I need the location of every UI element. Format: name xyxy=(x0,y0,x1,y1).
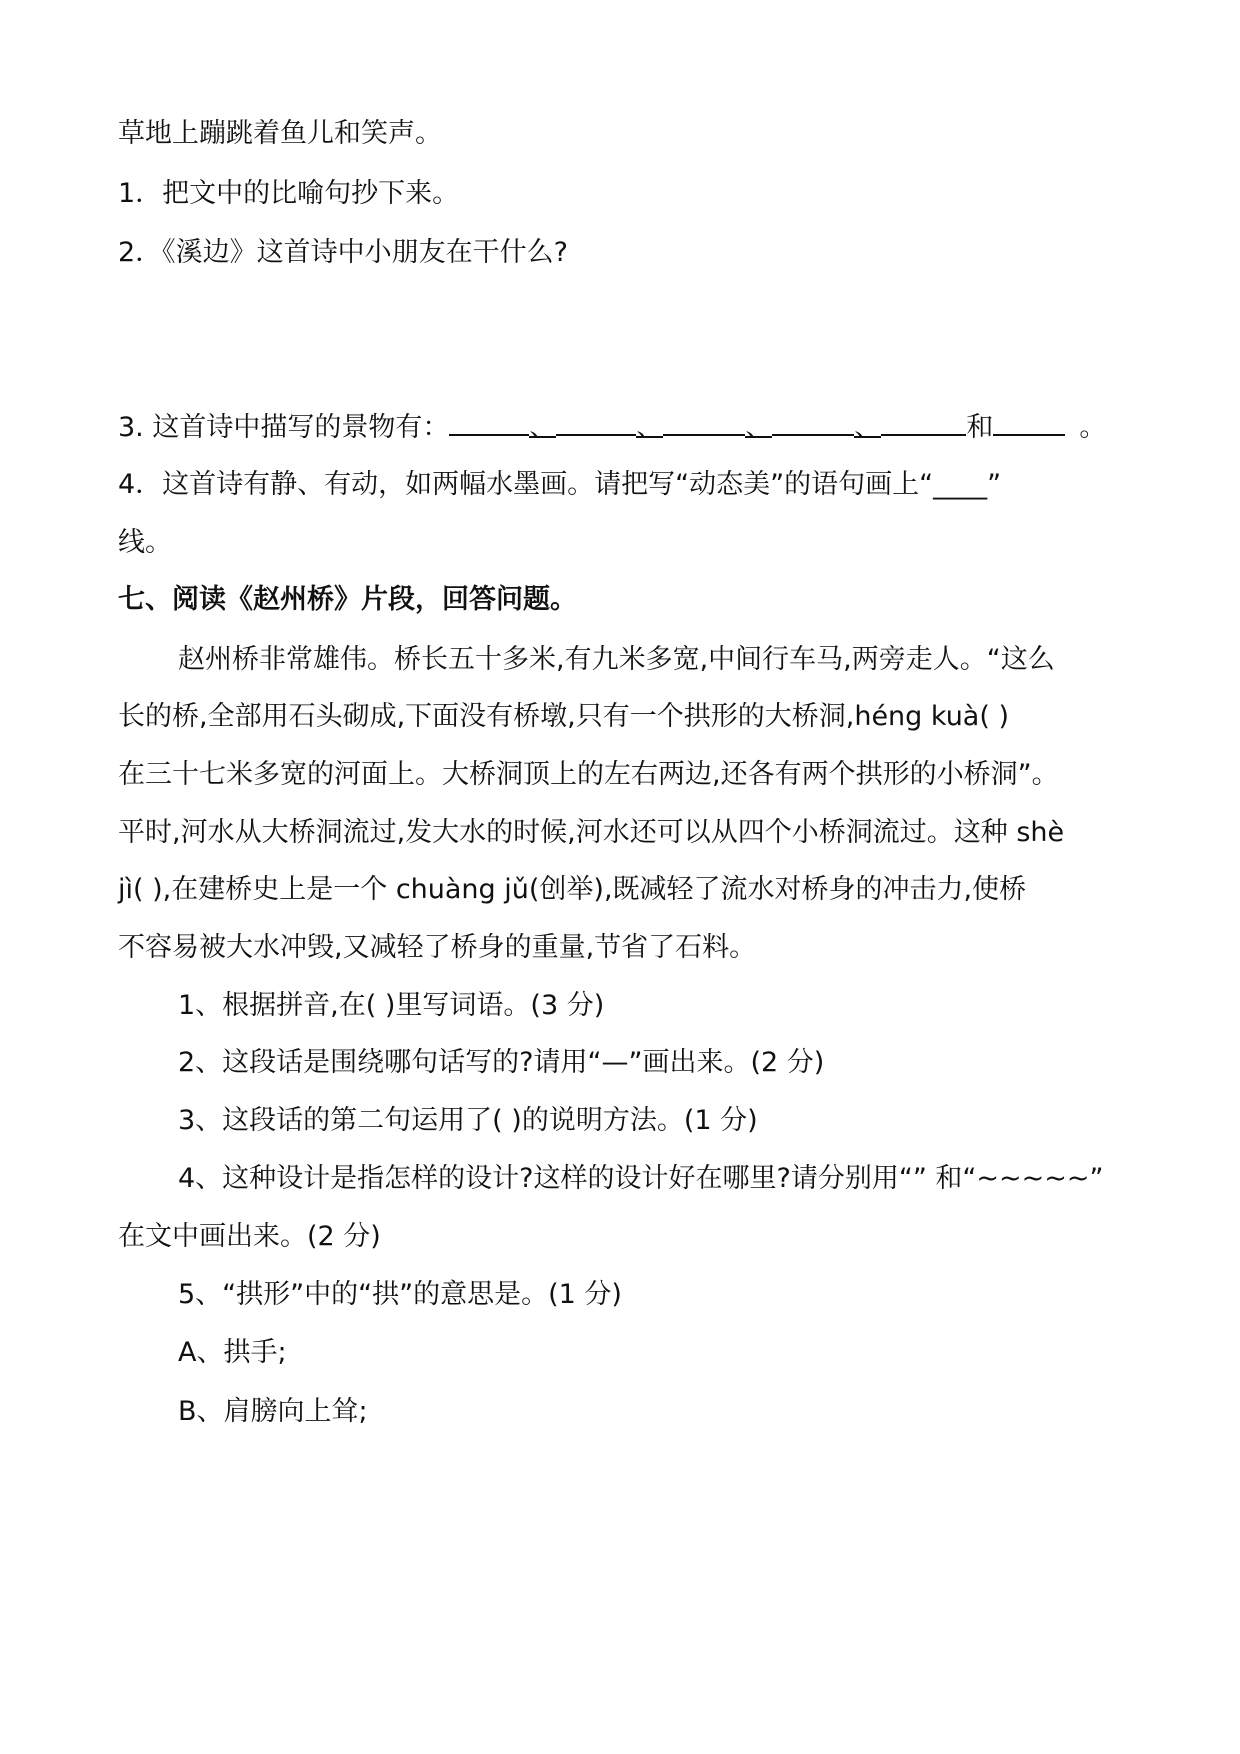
question-6-4-line-1: 4．这首诗有静、有动，如两幅水墨画。请把写“动态美”的语句画上“____” xyxy=(118,469,1002,500)
option-a: A、拱手; xyxy=(178,1337,287,1368)
passage-line-3: 在三十七米多宽的河面上。大桥洞顶上的左右两边,还各有两个拱形的小桥洞”。 xyxy=(118,759,1059,790)
question-7-3: 3、这段话的第二句运用了( )的说明方法。(1 分) xyxy=(178,1105,758,1136)
question-6-2: 2．《溪边》这首诗中小朋友在干什么? xyxy=(118,237,569,268)
question-6-1: 1．把文中的比喻句抄下来。 xyxy=(118,178,460,209)
question-7-1: 1、根据拼音,在( )里写词语。(3 分) xyxy=(178,990,605,1021)
option-b: B、肩膀向上耸; xyxy=(178,1396,368,1427)
passage-line-4: 平时,河水从大桥洞流过,发大水的时候,河水还可以从四个小桥洞流过。这种 shè xyxy=(118,817,1065,848)
question-6-3-prefix: 3. 这首诗中描写的景物有： xyxy=(118,412,450,443)
answer-blank-5[interactable] xyxy=(881,406,966,436)
blank-separator-4: 、 xyxy=(854,408,881,438)
answer-blank-2[interactable] xyxy=(556,406,636,436)
blank-connector-and: 和 xyxy=(966,412,994,443)
question-7-5: 5、“拱形”中的“拱”的意思是。(1 分) xyxy=(178,1279,622,1310)
passage-line-5: jì( ),在建桥史上是一个 chuàng jǔ(创举),既减轻了流水对桥身的冲击力,使桥 xyxy=(118,874,1027,905)
question-6-3-end: 。 xyxy=(1079,412,1107,443)
question-7-2: 2、这段话是围绕哪句话写的?请用“—”画出来。(2 分) xyxy=(178,1047,825,1078)
blank-separator-2: 、 xyxy=(636,408,663,438)
passage-line-6: 不容易被大水冲毁,又减轻了桥身的重量,节省了石料。 xyxy=(118,932,757,963)
answer-blank-6[interactable] xyxy=(993,406,1065,436)
blank-separator-3: 、 xyxy=(745,408,772,438)
question-7-4-line-2: 在文中画出来。(2 分) xyxy=(118,1221,381,1252)
answer-blank-1[interactable] xyxy=(449,406,529,436)
question-7-4-line-1: 4、这种设计是指怎样的设计?这样的设计好在哪里?请分别用“” 和“~~~~~” xyxy=(178,1163,1104,1194)
blank-separator-1: 、 xyxy=(529,408,556,438)
question-6-3 xyxy=(118,406,1122,448)
poem-closing-line: 草地上蹦跳着鱼儿和笑声。 xyxy=(118,118,442,149)
answer-blank-3[interactable] xyxy=(663,406,745,436)
answer-blank-4[interactable] xyxy=(772,406,854,436)
question-6-4-line-2: 线。 xyxy=(118,527,172,558)
passage-line-2: 长的桥,全部用石头砌成,下面没有桥墩,只有一个拱形的大桥洞,héng kuà( ) xyxy=(118,701,1009,732)
section-7-heading: 七、阅读《赵州桥》片段，回答问题。 xyxy=(118,584,577,615)
passage-line-1: 赵州桥非常雄伟。桥长五十多米,有九米多宽,中间行车马,两旁走人。“这么 xyxy=(178,644,1055,675)
